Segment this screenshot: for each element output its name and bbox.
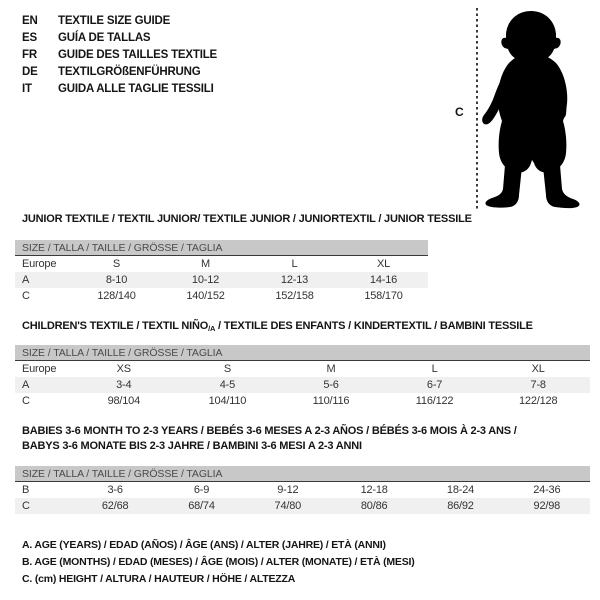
cell: 74/80 — [245, 498, 331, 514]
language-row — [22, 13, 217, 30]
junior-size-table — [15, 240, 428, 304]
footnote-b: B. AGE (MONTHS) / EDAD (MESES) / ÂGE (MOIS) / ALTER (MONATE) / ETÀ (MESI) — [22, 556, 415, 568]
table-row — [15, 256, 428, 273]
cell: 68/74 — [158, 498, 244, 514]
cell: 5-6 — [279, 377, 383, 393]
cell: 6-9 — [193, 484, 210, 496]
cell: L — [431, 363, 438, 375]
cell: 116/122 — [415, 395, 454, 407]
cell: L — [291, 258, 298, 270]
cell: XL — [376, 258, 391, 270]
size-table-header: SIZE / TALLA / TAILLE / GRÖSSE / TAGLIA — [15, 345, 590, 361]
babies-size-table — [15, 466, 590, 514]
language-label: GUIDA ALLE TAGLIE TESSILI — [58, 83, 214, 95]
language-label: TEXTILE SIZE GUIDE — [58, 15, 171, 27]
cell: 110/116 — [312, 395, 350, 407]
cell: 140/152 — [186, 290, 225, 302]
row-label: C — [22, 395, 30, 407]
cell: XL — [531, 363, 545, 375]
language-code: FR — [22, 49, 37, 61]
cell: S — [223, 363, 231, 375]
row-label: B — [22, 484, 30, 496]
row-label: Europe — [22, 363, 57, 375]
junior-section-title: JUNIOR TEXTILE / TEXTIL JUNIOR/ TEXTILE JUNIOR / JUNIORTEXTIL / JUNIOR TESSILE — [22, 213, 472, 225]
language-row — [22, 64, 217, 81]
cell: S — [112, 258, 121, 270]
baby-silhouette-icon — [479, 5, 599, 212]
row-label: C — [22, 290, 30, 302]
cell: 3-6 — [107, 484, 123, 496]
row-label: A — [15, 377, 72, 393]
table-row — [15, 482, 590, 499]
language-label: GUÍA DE TALLAS — [58, 32, 151, 44]
cell: 62/68 — [72, 498, 158, 514]
babies-title-line2: BABYS 3-6 MONATE BIS 2-3 JAHRE / BAMBINI 3-6 MESI A 2-3 ANNI — [22, 440, 362, 452]
cell: 7-8 — [486, 377, 590, 393]
children-size-table — [15, 345, 590, 409]
table-row — [15, 393, 590, 409]
language-code: IT — [22, 83, 32, 95]
table-row — [15, 288, 428, 304]
children-section-title — [22, 320, 533, 333]
row-label: C — [15, 498, 72, 514]
footnotes — [22, 537, 415, 588]
cell: 4-5 — [176, 377, 280, 393]
cell: 3-4 — [72, 377, 176, 393]
cell: 8-10 — [72, 272, 161, 288]
language-code: ES — [22, 32, 37, 44]
cell: 24-36 — [533, 484, 561, 496]
cell: M — [201, 258, 210, 270]
footnote-a: A. AGE (YEARS) / EDAD (AÑOS) / ÂGE (ANS) / ALTER (JAHRE) / ETÀ (ANNI) — [22, 539, 386, 551]
cell: 10-12 — [161, 272, 250, 288]
cell: 152/158 — [275, 290, 314, 302]
language-row — [22, 47, 217, 64]
language-code: EN — [22, 15, 38, 27]
cell: 9-12 — [277, 484, 299, 496]
cell: 18-24 — [446, 484, 475, 496]
children-title-pre: CHILDREN'S TEXTILE / TEXTIL NIÑO — [22, 320, 209, 332]
table-row — [15, 361, 590, 378]
cell: XS — [116, 363, 131, 375]
table-row — [15, 272, 428, 288]
language-code: DE — [22, 66, 38, 78]
footnote-c: C. (cm) HEIGHT / ALTURA / HAUTEUR / HÖHE / ALTEZZA — [22, 573, 296, 585]
language-label: TEXTILGRÖßENFÜHRUNG — [58, 66, 201, 78]
size-table-header: SIZE / TALLA / TAILLE / GRÖSSE / TAGLIA — [15, 466, 590, 482]
children-title-sub: /A — [208, 324, 216, 333]
cell: 6-7 — [383, 377, 487, 393]
row-label: Europe — [22, 258, 57, 270]
cell: 122/128 — [519, 395, 558, 407]
babies-section-title — [22, 424, 517, 454]
cell: M — [326, 363, 336, 375]
size-table-header: SIZE / TALLA / TAILLE / GRÖSSE / TAGLIA — [15, 240, 428, 256]
row-label: A — [15, 272, 72, 288]
children-title-post: / TEXTILE DES ENFANTS / KINDERTEXTIL / BAMBINI TESSILE — [215, 320, 533, 332]
language-label: GUIDE DES TAILLES TEXTILE — [58, 49, 217, 61]
height-measure-label: C — [455, 105, 464, 119]
cell: 128/140 — [97, 290, 136, 302]
babies-title-line1: BABIES 3-6 MONTH TO 2-3 YEARS / BEBÉS 3-6 MESES A 2-3 AÑOS / BÉBÉS 3-6 MOIS À 2-3 ANS / — [22, 425, 517, 437]
language-row — [22, 30, 217, 47]
cell: 92/98 — [504, 498, 590, 514]
table-row — [15, 377, 590, 393]
cell: 14-16 — [339, 272, 428, 288]
cell: 12-18 — [360, 484, 388, 496]
language-row — [22, 81, 217, 98]
cell: 86/92 — [417, 498, 503, 514]
cell: 80/86 — [331, 498, 417, 514]
cell: 158/170 — [364, 290, 403, 302]
cell: 104/110 — [208, 395, 247, 407]
table-row — [15, 498, 590, 514]
cell: 98/104 — [107, 395, 141, 407]
height-dotted-line — [476, 8, 478, 210]
cell: 12-13 — [250, 272, 339, 288]
language-list — [22, 13, 217, 98]
